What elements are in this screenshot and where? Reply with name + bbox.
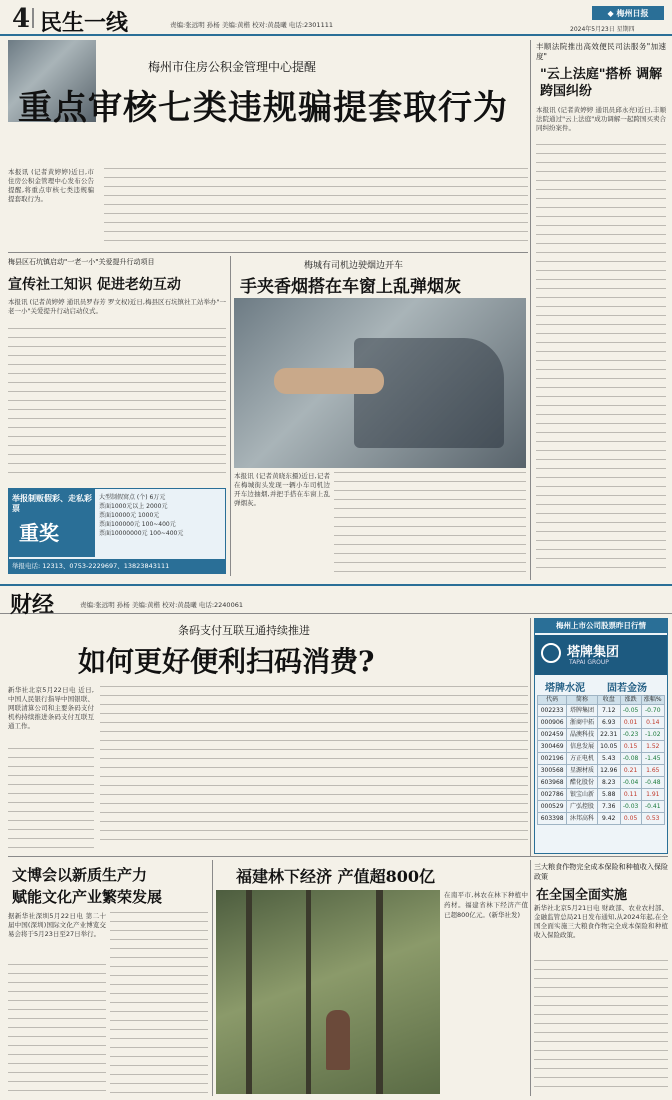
stock-row bbox=[538, 753, 665, 765]
slogan-left: 塔牌水泥 bbox=[545, 683, 585, 694]
stock-cell: -0.41 bbox=[641, 801, 664, 813]
photo-story-body bbox=[334, 472, 526, 572]
right-column-story bbox=[536, 40, 666, 580]
forest-photo bbox=[216, 890, 440, 1094]
insurance-body bbox=[534, 960, 668, 1094]
stock-cell: 星源材质 bbox=[567, 765, 598, 777]
left-story bbox=[8, 256, 226, 576]
stock-cell: 000906 bbox=[538, 717, 567, 729]
main-story-body bbox=[104, 168, 528, 248]
tapai-logo-icon bbox=[541, 643, 561, 663]
left-story-lead: 本报讯 (记者黄婷婷 通讯员罗春芳 罗文权)近日,梅县区石坑镇社工站举办"一老一小"关爱提升行动启动仪式。 bbox=[8, 298, 226, 315]
stock-row bbox=[538, 717, 665, 729]
issue-date: 2024年5月23日 星期四 bbox=[570, 26, 635, 33]
stock-cell: 603398 bbox=[538, 813, 567, 825]
finance-kicker: 条码支付互联互通持续推进 bbox=[178, 624, 310, 637]
col-header: 简称 bbox=[567, 696, 598, 705]
stock-panel bbox=[534, 618, 668, 854]
stock-cell: 12.96 bbox=[597, 765, 620, 777]
section-divider-1 bbox=[8, 252, 528, 253]
company-name-en: TAPAI GROUP bbox=[569, 659, 609, 666]
insurance-story bbox=[534, 860, 668, 1096]
column-divider-right bbox=[530, 40, 531, 580]
ad-reward-5: 票面10000000元 100~400元 bbox=[99, 530, 184, 537]
ad-reward-2: 票面1000元以上 2000元 bbox=[99, 503, 168, 510]
stock-row bbox=[538, 729, 665, 741]
left-story-headline: 宣传社工知识 促进老幼互动 bbox=[8, 277, 181, 293]
stock-panel-header: 梅州上市公司股票昨日行情 bbox=[535, 619, 667, 633]
stock-cell: 方正电机 bbox=[567, 753, 598, 765]
section-title: 民生一线 bbox=[40, 10, 129, 36]
stock-cell: 晶澳科技 bbox=[567, 729, 598, 741]
masthead-title: 梅州日报 bbox=[616, 8, 649, 18]
ad-prize: 重奖 bbox=[19, 521, 59, 545]
stock-row bbox=[538, 801, 665, 813]
stock-cell: 9.42 bbox=[597, 813, 620, 825]
main-story bbox=[8, 40, 528, 250]
stock-cell: 300469 bbox=[538, 741, 567, 753]
arm-shape bbox=[274, 368, 384, 394]
stock-cell: 塔牌集团 bbox=[567, 705, 598, 717]
stock-cell: 002233 bbox=[538, 705, 567, 717]
finance-lead: 新华社北京5月22日电 近日,中国人民银行指导中国银联、网联清算公司和主要条码支付机构持续推进条码支付互联互通工作。 bbox=[8, 686, 94, 730]
photo-story bbox=[234, 256, 526, 576]
stock-cell: -0.03 bbox=[620, 801, 641, 813]
photo-story-headline: 手夹香烟搭在车窗上乱弹烟灰 bbox=[240, 277, 461, 297]
stock-cell: -0.05 bbox=[620, 705, 641, 717]
stock-row bbox=[538, 777, 665, 789]
photo-story-kicker: 梅城有司机边驶烟边开车 bbox=[304, 261, 404, 271]
culture-headline-2: 赋能文化产业繁荣发展 bbox=[12, 888, 163, 906]
stock-cell: 0.15 bbox=[620, 741, 641, 753]
ad-rewards bbox=[99, 493, 223, 538]
stock-cell: 信息发展 bbox=[567, 741, 598, 753]
main-story-headline: 重点审核七类违规骗提套取行为 bbox=[18, 88, 508, 128]
stock-row bbox=[538, 765, 665, 777]
editors-line: 责编:张远明 孙杨 美编:黄楷 校对:黄晨曦 电话:2301111 bbox=[170, 21, 333, 29]
forest-headline: 福建林下经济 产值超800亿 bbox=[236, 867, 435, 886]
stock-cell: 5.43 bbox=[597, 753, 620, 765]
stock-cell: 8.23 bbox=[597, 777, 620, 789]
stock-cell: -1.02 bbox=[641, 729, 664, 741]
stock-cell: 醋化股份 bbox=[567, 777, 598, 789]
stock-cell: -0.48 bbox=[641, 777, 664, 789]
left-story-body bbox=[8, 328, 226, 478]
stock-row bbox=[538, 813, 665, 825]
finance-header bbox=[0, 584, 672, 618]
stock-row bbox=[538, 705, 665, 717]
stock-cell: 002459 bbox=[538, 729, 567, 741]
stock-cell: 1.65 bbox=[641, 765, 664, 777]
culture-headline-1: 文博会以新质生产力 bbox=[12, 866, 148, 884]
stock-cell: 广弘控股 bbox=[567, 801, 598, 813]
finance-section-title: 财经 bbox=[10, 592, 55, 618]
forest-caption: 在南平市,林农在林下种植中药材。福建省林下经济产值已超800亿元。(新华社发) bbox=[444, 891, 528, 919]
stock-cell: 002196 bbox=[538, 753, 567, 765]
ad-reward-1: 大型制假窝点 (个) 6万元 bbox=[99, 494, 166, 501]
person-figure bbox=[326, 1010, 350, 1070]
company-banner bbox=[535, 635, 667, 675]
tree-trunk-1 bbox=[246, 890, 252, 1094]
stock-cell: 7.12 bbox=[597, 705, 620, 717]
stock-cell: 22.31 bbox=[597, 729, 620, 741]
ad-reward-4: 票面100000元 100~400元 bbox=[99, 521, 176, 528]
stock-table bbox=[537, 695, 665, 825]
right-story-lead: 本报讯 (记者黄婷婷 通讯员邱永亮)近日,丰顺法院通过"云上法庭"成功调解一起跨国买卖合同纠纷案件。 bbox=[536, 106, 666, 132]
stock-cell: 银宝山新 bbox=[567, 789, 598, 801]
stock-cell: 000529 bbox=[538, 801, 567, 813]
finance-editors: 责编:张远明 孙杨 美编:黄楷 校对:黄晨曦 电话:2240061 bbox=[80, 601, 243, 609]
stock-table-header-row bbox=[538, 696, 665, 705]
ad-title: 举报制贩假彩、走私彩票 bbox=[12, 493, 92, 513]
insurance-headline: 在全国全面实施 bbox=[536, 888, 628, 903]
insurance-lead: 新华社北京5月21日电 财政部、农业农村部、金融监管总局21日发布通知,从2024年起,在全国全面实施三大粮食作物完全成本保险和种植收入保险政策。 bbox=[534, 904, 668, 939]
stock-cell: 沐邦高科 bbox=[567, 813, 598, 825]
stock-cell: -0.23 bbox=[620, 729, 641, 741]
insurance-kicker: 三大粮食作物完全成本保险和种植收入保险政策 bbox=[534, 863, 668, 881]
lottery-ad bbox=[8, 488, 226, 574]
finance-body-cols bbox=[100, 686, 528, 848]
main-story-kicker: 梅州市住房公积金管理中心提醒 bbox=[148, 60, 317, 74]
stock-row bbox=[538, 741, 665, 753]
ad-hotline: 举报电话: 12313、0753-2229697、13823843111 bbox=[9, 559, 225, 573]
stock-cell: 300568 bbox=[538, 765, 567, 777]
page-header bbox=[0, 0, 672, 36]
stock-cell: -1.45 bbox=[641, 753, 664, 765]
finance-body bbox=[8, 748, 94, 848]
ad-reward-3: 票面10000元 1000元 bbox=[99, 512, 160, 519]
photo-story-caption: 本报讯 (记者黄晓东摄)近日,记者在梅城街头发现一辆小车司机边开车边抽烟,并把手搭在车窗上乱弹烟灰。 bbox=[234, 472, 330, 507]
col-header: 代码 bbox=[538, 696, 567, 705]
right-story-kicker: 丰顺法院推出高效便民司法服务"加速度" bbox=[536, 42, 666, 61]
stock-cell: 6.93 bbox=[597, 717, 620, 729]
forest-story bbox=[216, 860, 528, 1096]
col-header: 涨幅% bbox=[641, 696, 664, 705]
stock-cell: 002786 bbox=[538, 789, 567, 801]
stock-cell: -0.70 bbox=[641, 705, 664, 717]
stock-cell: 0.11 bbox=[620, 789, 641, 801]
culture-body bbox=[8, 964, 106, 1094]
header-divider bbox=[32, 8, 34, 28]
stock-row bbox=[538, 789, 665, 801]
finance-story bbox=[8, 618, 528, 852]
culture-story bbox=[8, 860, 208, 1096]
stock-cell: 7.36 bbox=[597, 801, 620, 813]
culture-body-col2 bbox=[110, 912, 208, 1094]
finance-headline: 如何更好便利扫码消费? bbox=[78, 645, 375, 678]
right-story-body bbox=[536, 144, 666, 576]
page-number: 4 bbox=[12, 4, 31, 34]
stock-cell: 603968 bbox=[538, 777, 567, 789]
main-story-lead: 本报讯 (记者黄婷婷)近日,市住房公积金管理中心发布公告提醒,将重点审核七类违规骗提套取行为。 bbox=[8, 168, 94, 203]
stock-cell: 5.88 bbox=[597, 789, 620, 801]
stock-cell: 0.05 bbox=[620, 813, 641, 825]
col-header: 收盘 bbox=[597, 696, 620, 705]
column-divider-bottom-2 bbox=[530, 860, 531, 1096]
tree-trunk-2 bbox=[306, 890, 311, 1094]
culture-lead: 据新华社深圳5月22日电 第二十届中国(深圳)国际文化产业博览交易会将于5月23日至27日举行。 bbox=[8, 912, 106, 938]
stock-cell: 0.21 bbox=[620, 765, 641, 777]
column-divider-stock bbox=[530, 618, 531, 856]
column-divider-left bbox=[230, 256, 231, 576]
stock-cell: -0.08 bbox=[620, 753, 641, 765]
stock-cell: 10.05 bbox=[597, 741, 620, 753]
stock-cell: -0.04 bbox=[620, 777, 641, 789]
stock-cell: 1.52 bbox=[641, 741, 664, 753]
stock-cell: 0.14 bbox=[641, 717, 664, 729]
tree-trunk-3 bbox=[376, 890, 383, 1094]
left-story-kicker: 梅县区石坑镇启动"一老一小"关爱提升行动项目 bbox=[8, 258, 155, 266]
col-header: 涨跌 bbox=[620, 696, 641, 705]
right-story-headline: "云上法庭"搭桥 调解跨国纠纷 bbox=[540, 67, 663, 99]
company-name: 塔牌集团 bbox=[567, 645, 620, 660]
stock-cell: 0.53 bbox=[641, 813, 664, 825]
stock-cell: 0.01 bbox=[620, 717, 641, 729]
masthead-badge bbox=[592, 6, 664, 20]
slogan-right: 固若金汤 bbox=[607, 683, 647, 694]
smoking-driver-photo bbox=[234, 298, 526, 468]
stock-cell: 浙商中拓 bbox=[567, 717, 598, 729]
masthead-logo-icon: ◆ bbox=[607, 8, 614, 18]
column-divider-bottom-1 bbox=[212, 860, 213, 1096]
stock-cell: 1.91 bbox=[641, 789, 664, 801]
section-divider-2 bbox=[8, 856, 668, 857]
